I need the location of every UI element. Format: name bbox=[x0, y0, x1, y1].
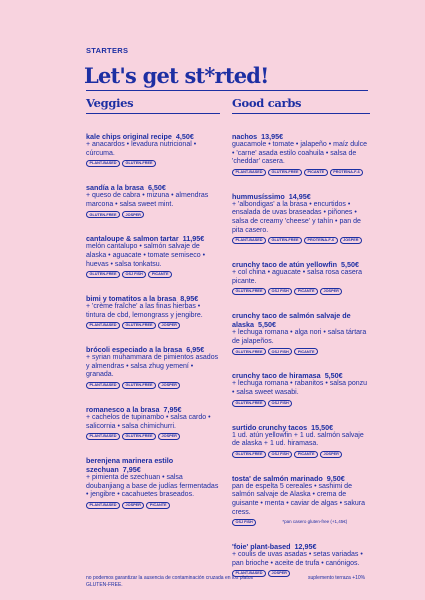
diet-tag: PICANTE bbox=[148, 271, 172, 278]
menu-item-price: 9,50€ bbox=[326, 473, 345, 483]
menu-item bbox=[86, 294, 220, 329]
menu-item-price: 12,95€ bbox=[294, 542, 317, 552]
menu-item-description: pan de espelta 5 cereales • sashimi de salmón salvaje de Alaska • crema de guisante • menta • caviar de algas • sakura cress. bbox=[232, 482, 366, 516]
menu-item-heading bbox=[232, 371, 370, 380]
veggies-list bbox=[86, 132, 220, 509]
menu-item bbox=[86, 132, 220, 167]
diet-tag: PLANT-BASED bbox=[86, 160, 120, 167]
section-label: STARTERS bbox=[86, 46, 129, 55]
menu-item bbox=[86, 456, 220, 509]
diet-tags bbox=[232, 288, 342, 295]
menu-item-tag-row bbox=[86, 269, 220, 278]
carbs-column bbox=[232, 96, 370, 593]
diet-tag: GLUTEN-FREE bbox=[122, 322, 156, 329]
menu-item-name: crunchy taco de atún yellowfin bbox=[232, 260, 338, 270]
menu-item-tag-row bbox=[232, 449, 370, 458]
diet-tag: PICANTE bbox=[294, 348, 318, 355]
menu-item-description: + 'albondigas' a la brasa • encurtidos • ensalada de uvas braseadas • piñones • salsa de creamy 'cheese' y tahín • pan de pita casero. bbox=[232, 200, 361, 234]
diet-tags bbox=[86, 382, 180, 389]
diet-tag: GLUTEN-FREE bbox=[268, 169, 302, 176]
menu-item-price: 6,95€ bbox=[186, 345, 205, 355]
diet-tags bbox=[232, 169, 363, 176]
diet-tag: GLUTEN-FREE bbox=[122, 160, 156, 167]
menu-item-price: 14,95€ bbox=[288, 191, 311, 201]
diet-tag: GLUTEN-FREE bbox=[122, 382, 156, 389]
diet-tag: PLANT-BASED bbox=[232, 570, 266, 577]
menu-item-price: 6,50€ bbox=[147, 183, 166, 193]
diet-tag: PLANT-BASED bbox=[232, 169, 266, 176]
diet-tags bbox=[232, 451, 342, 458]
menu-item bbox=[86, 345, 220, 389]
menu-item-tag-row bbox=[232, 398, 370, 407]
menu-item-heading bbox=[86, 456, 220, 474]
menu-item bbox=[232, 311, 370, 355]
page-title: Let's get st*rted! bbox=[84, 63, 269, 88]
diet-tags bbox=[86, 433, 180, 440]
menu-item-price: 15,50€ bbox=[311, 422, 334, 432]
diet-tags bbox=[86, 271, 172, 278]
menu-item-tag-row bbox=[86, 380, 220, 389]
diet-tag: PICANTE bbox=[304, 169, 328, 176]
diet-tag: JOSPER bbox=[320, 288, 342, 295]
diet-tag: GLUTEN-FREE bbox=[232, 400, 266, 407]
diet-tag: PLANT-BASED bbox=[232, 237, 266, 244]
menu-item-name: cantaloupe & salmon tartar bbox=[86, 234, 179, 244]
diet-tag: JOSPER bbox=[122, 502, 144, 509]
diet-tag: PICANTE bbox=[294, 451, 318, 458]
menu-item bbox=[232, 542, 370, 577]
menu-item-name: berenjena marinera estilo szechuan bbox=[86, 456, 174, 475]
menu-item-price: 5,50€ bbox=[257, 320, 276, 330]
diet-tag: JOSPER bbox=[158, 322, 180, 329]
menu-item-price: 7,95€ bbox=[122, 465, 141, 475]
menu-item-heading bbox=[232, 542, 370, 551]
menu-item-name: 'foie' plant-based bbox=[232, 542, 291, 552]
diet-tags bbox=[86, 211, 144, 218]
menu-item-description: + 'crème fraîche' a las finas hierbas • tintura de cbd, lemongrass y jengibre. bbox=[86, 303, 203, 319]
diet-tag: JOSPER bbox=[122, 211, 144, 218]
diet-tag: GLUTEN-FREE bbox=[122, 433, 156, 440]
menu-item-name: hummusíssimo bbox=[232, 191, 285, 201]
menu-item-price: 4,50€ bbox=[175, 132, 194, 141]
diet-tag: JOSPER bbox=[320, 451, 342, 458]
carbs-heading: Good carbs bbox=[232, 96, 370, 114]
menu-item-heading bbox=[86, 345, 220, 354]
diet-tag: OSJ FISH bbox=[268, 451, 292, 458]
menu-item-price: 7,95€ bbox=[163, 404, 182, 414]
diet-tag: JOSPER bbox=[340, 237, 362, 244]
menu-item bbox=[232, 192, 370, 244]
diet-tag: OSJ FISH bbox=[232, 519, 256, 526]
menu-item-heading bbox=[232, 132, 370, 141]
menu-item-heading bbox=[232, 311, 370, 329]
diet-tag: PROTEÍNA-F-6 bbox=[304, 237, 338, 244]
menu-item-description: + lechuga romana • alga nori • salsa tártara de jalapeños. bbox=[232, 329, 367, 345]
diet-tag: GLUTEN-FREE bbox=[232, 348, 266, 355]
menu-item-tag-row bbox=[232, 235, 370, 244]
menu-item-description: + col china • aguacate • salsa rosa casera picante. bbox=[232, 269, 363, 285]
menu-item-tag-row bbox=[86, 431, 220, 440]
diet-tag: JOSPER bbox=[158, 382, 180, 389]
diet-tags bbox=[232, 237, 362, 244]
menu-item-tag-row bbox=[232, 346, 370, 355]
diet-tag: GLUTEN-FREE bbox=[232, 288, 266, 295]
menu-item-heading bbox=[232, 260, 370, 269]
diet-tags bbox=[86, 160, 156, 167]
menu-item-description: + anacardos • levadura nutricional • cúrcuma. bbox=[86, 141, 197, 157]
diet-tag: PLANT-BASED bbox=[86, 502, 120, 509]
menu-item-price: 5,50€ bbox=[324, 371, 343, 381]
diet-tags bbox=[86, 322, 180, 329]
menu-item bbox=[86, 405, 220, 440]
menu-item bbox=[232, 260, 370, 295]
menu-item-description: + syrian muhammara de pimientos asados y almendras • salsa zhug yemení • granada. bbox=[86, 354, 219, 379]
diet-tag: GLUTEN-FREE bbox=[268, 237, 302, 244]
menu-item bbox=[232, 474, 370, 526]
menu-item-name: kale chips original recipe bbox=[86, 132, 172, 141]
diet-tag: PROTEÍNA-F-6 bbox=[330, 169, 364, 176]
title-divider bbox=[86, 90, 368, 91]
menu-item bbox=[232, 423, 370, 458]
menu-item-tag-row bbox=[86, 209, 220, 218]
menu-item-name: romanesco a la brasa bbox=[86, 404, 160, 414]
menu-item-heading bbox=[232, 474, 370, 483]
diet-tag: GLUTEN-FREE bbox=[86, 271, 120, 278]
menu-item-heading bbox=[86, 294, 220, 303]
menu-item-name: surtido crunchy tacos bbox=[232, 422, 308, 432]
menu-item-heading bbox=[86, 405, 220, 414]
diet-tag: PLANT-BASED bbox=[86, 433, 120, 440]
menu-item-description: melón cantalupo • salmón salvaje de alaska • aguacate • tomate semiseco • huevas • salsa tonkatsu. bbox=[86, 243, 206, 268]
menu-item bbox=[232, 371, 370, 406]
menu-item-name: bimi y tomatitos a la brasa bbox=[86, 294, 177, 304]
menu-item-heading bbox=[86, 132, 220, 141]
menu-item-description: + pimienta de szechuan • salsa doubanjiang a base de judías fermentadas • jengibre • cacahuetes braseados. bbox=[86, 474, 219, 499]
menu-item-heading bbox=[232, 423, 370, 432]
menu-item-name: sandía a la brasa bbox=[86, 183, 144, 193]
menu-item-heading bbox=[86, 183, 220, 192]
diet-tag: PLANT-BASED bbox=[86, 382, 120, 389]
menu-item-name: crunchy taco de hiramasa bbox=[232, 371, 321, 381]
diet-tag: GLUTEN-FREE bbox=[232, 451, 266, 458]
menu-item-description: + lechuga romana • rabanitos • salsa ponzu • salsa sweet wasabi. bbox=[232, 380, 368, 396]
diet-tags bbox=[232, 348, 318, 355]
menu-item-tag-row bbox=[232, 167, 370, 176]
diet-tag: PLANT-BASED bbox=[86, 322, 120, 329]
menu-item-description: + coulis de uvas asadas • setas variadas • pan brioche • aceite de trufa • canónigos. bbox=[232, 551, 363, 567]
veggies-column bbox=[86, 96, 220, 525]
menu-item-tag-row bbox=[232, 286, 370, 295]
menu-item-description: 1 ud. atún yellowfin + 1 ud. salmón salvaje de alaska + 1 ud. hiramasa. bbox=[232, 431, 364, 448]
diet-tag: OSJ FISH bbox=[268, 348, 292, 355]
menu-item-name: crunchy taco de salmón salvaje de alaska bbox=[232, 311, 351, 330]
menu-item bbox=[86, 234, 220, 278]
diet-tag: OSJ FISH bbox=[268, 288, 292, 295]
menu-item-heading bbox=[86, 234, 220, 243]
menu-item-tag-row bbox=[86, 500, 220, 509]
terrace-surcharge: suplemento terraza +10% bbox=[308, 575, 366, 581]
veggies-heading: Veggies bbox=[86, 96, 220, 114]
menu-item-name: brócoli especiado a la brasa bbox=[86, 345, 183, 355]
diet-tag: OSJ FISH bbox=[268, 400, 292, 407]
menu-item-price: 8,95€ bbox=[180, 294, 199, 304]
diet-tag: PICANTE bbox=[294, 288, 318, 295]
menu-item-price: 11,95€ bbox=[182, 234, 205, 244]
menu-item-price: 13,95€ bbox=[261, 132, 284, 141]
diet-tags bbox=[86, 502, 170, 509]
menu-item-note: *pan casero gluten-free (+1,45€) bbox=[282, 519, 348, 525]
menu-item-description: + cachelos de tupinambo • salsa cardo • salicornia • salsa chimichurri. bbox=[86, 413, 211, 430]
menu-item-name: nachos bbox=[232, 132, 258, 141]
diet-tag: JOSPER bbox=[268, 570, 290, 577]
menu-item-heading bbox=[232, 192, 370, 201]
menu-item-tag-row bbox=[86, 320, 220, 329]
menu-item bbox=[86, 183, 220, 218]
menu-item-tag-row bbox=[232, 517, 370, 526]
diet-tag: GLUTEN-FREE bbox=[86, 211, 120, 218]
diet-tags bbox=[232, 519, 256, 526]
menu-item-description: + queso de cabra • mizuna • almendras marcona • salsa sweet mint. bbox=[86, 192, 209, 208]
allergen-disclaimer: no podemos garantizar la ausencia de contaminación cruzada en los platos GLUTEN-FREE. bbox=[86, 575, 254, 588]
menu-item-description: guacamole • tomate • jalapeño • maíz dulce • 'carne' asada estilo coahuila • salsa de 'cheddar' casera. bbox=[232, 141, 367, 166]
diet-tag: PICANTE bbox=[146, 502, 170, 509]
diet-tag: JOSPER bbox=[158, 433, 180, 440]
menu-item-name: tosta' de salmón marinado bbox=[232, 473, 323, 483]
menu-item-price: 5,50€ bbox=[341, 260, 360, 270]
carbs-list bbox=[232, 132, 370, 577]
diet-tag: OSJ FISH bbox=[122, 271, 146, 278]
menu-item-tag-row bbox=[86, 158, 220, 167]
diet-tags bbox=[232, 400, 292, 407]
menu-item bbox=[232, 132, 370, 176]
